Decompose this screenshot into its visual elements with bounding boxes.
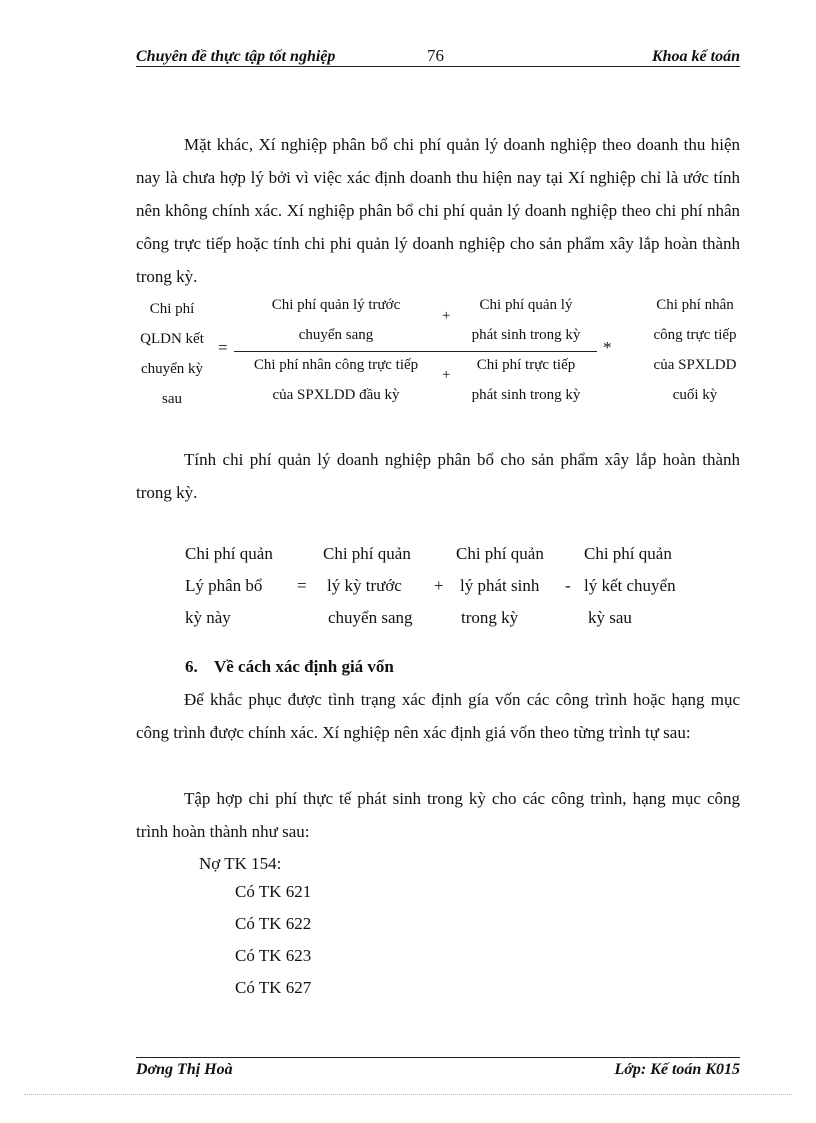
- credit-entry: Có TK 622: [235, 914, 312, 933]
- credit-entry: Có TK 623: [235, 946, 312, 965]
- formula-numerator-a: [236, 290, 436, 350]
- formula-lhs-line: sau: [162, 391, 182, 407]
- formula-lhs-line: chuyển kỳ: [140, 361, 204, 377]
- equation-col-3: [456, 538, 544, 634]
- equation-line: Lý phân bổ: [185, 576, 263, 595]
- formula-line: Chi phí quản lý trước: [271, 297, 401, 313]
- formula-rhs-line: công trực tiếp: [653, 327, 737, 343]
- formula-line: Chi phí nhân công trực tiếp: [253, 357, 419, 373]
- formula-line: Chi phí trực tiếp: [476, 357, 576, 373]
- footer-author: Dơng Thị Hoà: [136, 1061, 233, 1078]
- equation-line: Chi phí quản: [584, 544, 672, 563]
- formula-denominator-b: [455, 350, 597, 410]
- header-department: Khoa kế toán: [651, 48, 740, 65]
- footer-class: Lớp: Kế toán K015: [614, 1061, 740, 1078]
- section-number: 6.: [185, 657, 198, 676]
- formula-line: Chi phí quản lý: [479, 297, 573, 313]
- page-header: [136, 46, 740, 67]
- header-title: Chuyên đề thực tập tốt nghiệp: [136, 48, 336, 65]
- formula-rhs: [620, 290, 770, 410]
- equation-line: Chi phí quản: [323, 544, 411, 563]
- credit-entry: Có TK 621: [235, 882, 312, 901]
- credit-entry: Có TK 627: [235, 978, 312, 997]
- paragraph-intro: Mặt khác, Xí nghiệp phân bổ chi phí quản lý doanh nghiệp theo doanh thu hiện nay là chưa hợp lý bởi vì việc xác định doanh thu hiện nay tại Xí nghiệp chỉ là ước tính nên không chính xác. Xí nghiệp phân bổ chi phí quản lý doanh nghiệp theo chi phí nhân công trực tiếp hoặc tính chi phi quản lý doanh nghiệp cho sản phẩm xây lắp hoàn thành trong kỳ.: [136, 135, 740, 286]
- formula-numerator-b: [455, 290, 597, 350]
- equation-line: lý kết chuyển: [584, 576, 676, 595]
- formula-lhs: [132, 294, 212, 414]
- equation-line: Chi phí quản: [456, 544, 544, 563]
- formula-denominator-a: [236, 350, 436, 410]
- equation-equals: =: [297, 576, 307, 595]
- debit-entry: Nợ TK 154:: [199, 854, 282, 873]
- equation-line: trong kỳ: [461, 608, 519, 627]
- equation-col-2: [323, 538, 413, 634]
- equation-line: kỳ này: [185, 608, 231, 627]
- paragraph-cost-method: Để khắc phục được tình trạng xác định gía vốn các công trình hoặc hạng mục công trình được chính xác. Xí nghiệp nên xác định giá vốn theo từng trình tự sau:: [136, 690, 740, 742]
- equation-col-4: [584, 538, 676, 634]
- equation-col-1: [185, 538, 273, 634]
- formula-equals: =: [218, 338, 228, 357]
- formula-lhs-line: QLDN kết: [140, 331, 204, 347]
- equation-line: Chi phí quản: [185, 544, 273, 563]
- paragraph-allocation: Tính chi phí quản lý doanh nghiệp phân bổ cho sản phẩm xây lắp hoàn thành trong kỳ.: [136, 450, 740, 502]
- formula-line: phát sinh trong kỳ: [471, 387, 581, 403]
- formula-line: phát sinh trong kỳ: [471, 327, 581, 343]
- equation-line: lý kỳ trước: [327, 576, 402, 595]
- formula-den-plus: +: [442, 367, 451, 383]
- page-footer: [136, 1057, 740, 1078]
- page-bottom-divider: [24, 1094, 792, 1095]
- formula-rhs-line: cuối kỳ: [672, 387, 718, 403]
- page-number: 76: [427, 46, 444, 65]
- section-title: Về cách xác định giá vốn: [213, 657, 394, 676]
- credit-entries: [235, 876, 311, 1004]
- equation-line: chuyển sang: [328, 608, 413, 627]
- section-heading: [185, 655, 394, 679]
- paragraph-cost-collection: Tập hợp chi phí thực tế phát sinh trong kỳ cho các công trình, hạng mục công trình hoàn thành như sau:: [136, 789, 740, 841]
- formula-num-plus: +: [442, 308, 451, 324]
- formula-line: chuyển sang: [298, 327, 374, 343]
- equation-line: kỳ sau: [588, 608, 632, 627]
- formula-line: của SPXLDD đầu kỳ: [272, 387, 400, 403]
- formula-rhs-line: Chi phí nhân: [656, 297, 734, 313]
- formula-rhs-line: của SPXLDD: [653, 357, 737, 373]
- formula-lhs-line: Chi phí: [149, 301, 195, 317]
- formula-multiply: *: [603, 338, 612, 357]
- equation-minus: -: [565, 576, 571, 595]
- equation-line: lý phát sinh: [460, 576, 540, 595]
- equation-plus: +: [434, 576, 444, 595]
